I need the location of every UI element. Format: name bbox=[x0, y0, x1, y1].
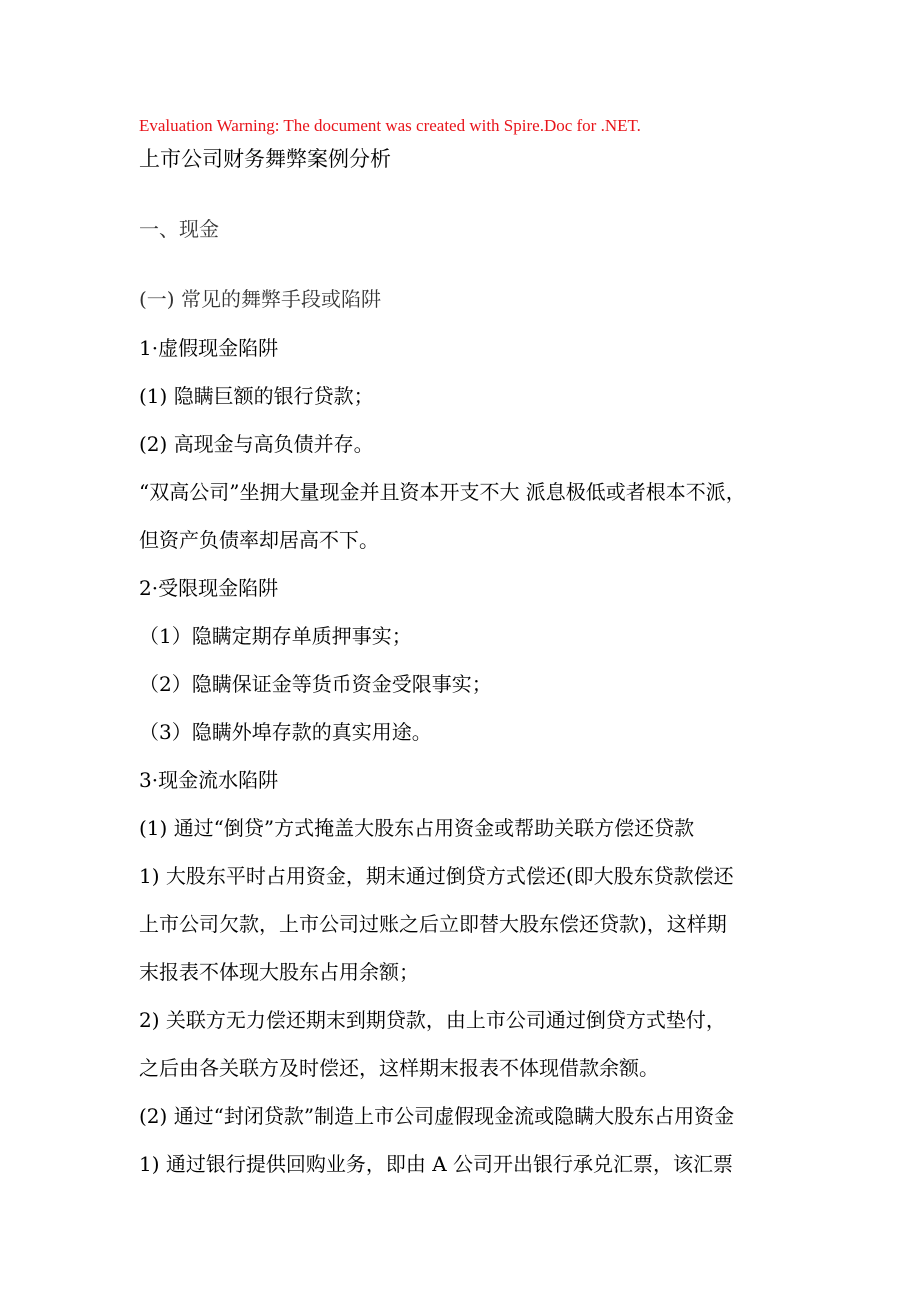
paragraph-line: （2）隐瞒保证金等货币资金受限事实； bbox=[139, 672, 492, 696]
paragraph-line: “双高公司”坐拥大量现金并且资本开支不大 派息极低或者根本不派， bbox=[139, 480, 746, 504]
evaluation-warning: Evaluation Warning: The document was created with Spire.Doc for .NET. bbox=[139, 116, 641, 135]
paragraph-line: (2) 通过“封闭贷款”制造上市公司虚假现金流或隐瞒大股东占用资金 bbox=[139, 1104, 735, 1128]
item-heading: 1·虚假现金陷阱 bbox=[139, 336, 279, 360]
paragraph-line: （3）隐瞒外埠存款的真实用途。 bbox=[139, 720, 432, 744]
section-heading: 一、现金 bbox=[139, 217, 219, 241]
paragraph-line: 1) 通过银行提供回购业务，即由 A 公司开出银行承兑汇票，该汇票 bbox=[139, 1152, 734, 1176]
paragraph-line: 1) 大股东平时占用资金，期末通过倒贷方式偿还(即大股东贷款偿还 bbox=[139, 864, 734, 888]
subsection-heading: (一) 常见的舞弊手段或陷阱 bbox=[139, 287, 381, 311]
paragraph-line: (1) 隐瞒巨额的银行贷款； bbox=[139, 384, 374, 408]
document-title: 上市公司财务舞弊案例分析 bbox=[139, 147, 391, 171]
paragraph-line: （1）隐瞒定期存单质押事实； bbox=[139, 624, 412, 648]
paragraph-line: 之后由各关联方及时偿还，这样期末报表不体现借款余额。 bbox=[139, 1056, 659, 1080]
paragraph-line: 末报表不体现大股东占用余额； bbox=[139, 960, 419, 984]
paragraph-line: 上市公司欠款，上市公司过账之后立即替大股东偿还贷款)，这样期 bbox=[139, 912, 727, 936]
paragraph-line: (2) 高现金与高负债并存。 bbox=[139, 432, 374, 456]
paragraph-line: 但资产负债率却居高不下。 bbox=[139, 528, 379, 552]
item-heading: 3·现金流水陷阱 bbox=[139, 768, 279, 792]
paragraph-line: (1) 通过“倒贷”方式掩盖大股东占用资金或帮助关联方偿还贷款 bbox=[139, 816, 695, 840]
item-heading: 2·受限现金陷阱 bbox=[139, 576, 279, 600]
paragraph-line: 2) 关联方无力偿还期末到期贷款，由上市公司通过倒贷方式垫付， bbox=[139, 1008, 726, 1032]
